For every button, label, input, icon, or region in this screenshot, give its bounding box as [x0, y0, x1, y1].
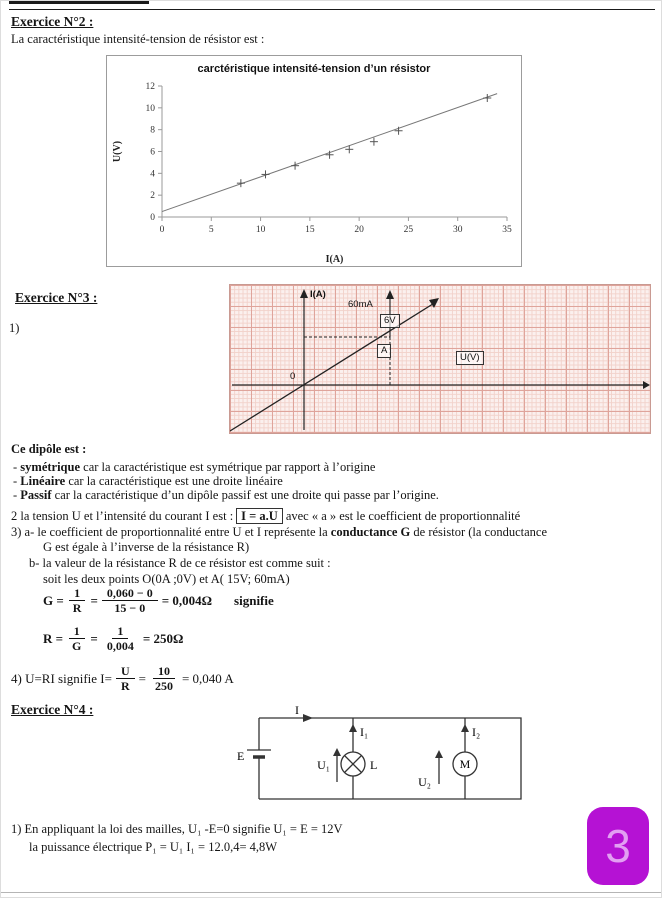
bullet-bold: symétrique — [20, 460, 81, 474]
svg-text:35: 35 — [502, 225, 512, 235]
graph-xlabel: U(V) — [456, 351, 484, 365]
svg-text:5: 5 — [208, 225, 214, 235]
top-thick-rule — [9, 1, 149, 4]
fraction: $\frac{1}{G}$ — [67, 624, 86, 653]
svg-text:10: 10 — [255, 225, 266, 235]
graph-point-a-label: A — [377, 344, 391, 358]
exercise3-q3a-line2: G est égale à l’inverse de la résistance R) — [43, 540, 250, 554]
exercise3-q1: 1) — [9, 321, 20, 335]
svg-text:8: 8 — [150, 125, 155, 136]
current-i2-label: I₂ — [472, 725, 481, 739]
resistance-equation — [43, 624, 183, 653]
svg-text:10: 10 — [145, 103, 155, 114]
eq-r-eq1: = — [90, 630, 98, 646]
graph-origin-label: 0 — [290, 371, 296, 382]
fraction: $\frac{U}{R}$ — [116, 664, 135, 693]
exercise3-title: Exercice N°3 : — [15, 290, 98, 305]
svg-text:6: 6 — [150, 147, 155, 158]
svg-text:0: 0 — [159, 225, 165, 235]
fraction: $\frac{0,060 - 0}{15 - 0}$ — [102, 586, 158, 615]
eq-g-lhs: G = — [43, 592, 64, 608]
graph-paper-figure — [229, 284, 651, 434]
svg-text:12: 12 — [145, 82, 155, 92]
current-i-label: I — [295, 704, 299, 717]
svg-text:25: 25 — [403, 225, 414, 235]
exercise4-answer2: la puissance électrique P₁ = U₁ I₁ = 12.0,4= 4,8W — [29, 840, 278, 854]
exercise4-answer1: 1) En appliquant la loi des mailles, U₁ -E=0 signifie U₁ = E = 12V — [11, 822, 343, 836]
bullet-rest: car la caractéristique est une droite linéaire — [65, 474, 283, 488]
q4-result: = 0,040 A — [181, 670, 234, 686]
current-i2-arrow — [461, 724, 469, 732]
proportionality-formula: I = a.U — [236, 508, 283, 524]
circuit-diagram — [233, 704, 533, 809]
battery-label: E — [237, 749, 245, 763]
current-i-arrow — [303, 714, 313, 722]
svg-text:U(V): U(V) — [112, 140, 123, 163]
dipole-property-passif — [13, 488, 439, 502]
bullet-rest: car la caractéristique d’un dipôle passif est une droite qui passe par l’origine. — [51, 488, 439, 502]
iv-characteristic-chart — [106, 55, 522, 267]
iv-chart-plot — [107, 80, 523, 266]
q3a-pre: 3) a- le coefficient de proportionnalité entre U et I représente la — [11, 525, 331, 539]
voltage-u2-label: U₂ — [418, 775, 431, 789]
exercise3-q3b: b- la valeur de la résistance R de ce résistor est comme suit : — [29, 556, 331, 570]
top-rule — [9, 9, 655, 10]
q4-pre: 4) U=RI signifie I= — [11, 670, 112, 686]
current-arrows — [303, 714, 469, 758]
graph-60ma-label: 60mA — [348, 299, 373, 310]
page-number: 3 — [605, 820, 631, 872]
graph-6v-label: 6V — [380, 314, 400, 328]
fraction: $\frac{1}{0,004}$ — [106, 624, 134, 653]
voltage-u1-arrow — [333, 748, 341, 756]
fraction: $\frac{10}{250}$ — [154, 664, 173, 693]
conductance-equation — [43, 586, 274, 615]
bullet-rest: car la caractéristique est symétrique par rapport à l’origine — [80, 460, 376, 474]
motor-label: M — [459, 757, 471, 771]
dipole-property-symetrique — [13, 460, 375, 474]
graph-paper-lines — [230, 285, 650, 433]
page-number-badge — [587, 807, 649, 885]
eq-g-result: = 0,004Ω — [161, 592, 213, 608]
q3a-bold: conductance G — [330, 525, 411, 539]
exercise2-intro: La caractéristique intensité-tension de résistor est : — [11, 32, 265, 46]
current-i1-label: I₁ — [360, 725, 369, 739]
svg-text:30: 30 — [452, 225, 463, 235]
eq-r-lhs: R = — [43, 630, 64, 646]
svg-text:2: 2 — [150, 191, 155, 202]
voltage-u2-arrow — [435, 750, 443, 758]
eq-g-eq1: = — [90, 592, 98, 608]
exercise3-q2 — [11, 508, 520, 524]
q4-eq: = — [138, 670, 146, 686]
graph-ylabel: I(A) — [310, 289, 326, 300]
chart-title: carctéristique intensité-tension d’un résistor — [197, 63, 431, 75]
dipole-intro: Ce dipôle est : — [11, 442, 87, 456]
voltage-u1-label: U₁ — [317, 758, 330, 772]
svg-text:4: 4 — [150, 169, 155, 180]
bottom-rule — [1, 892, 662, 893]
svg-text:0: 0 — [150, 213, 155, 223]
eq-g-note: signifie — [234, 592, 274, 608]
svg-text:I(A): I(A) — [325, 254, 344, 265]
lamp-label: L — [370, 758, 378, 772]
bullet-dash: - — [13, 460, 21, 474]
dipole-property-lineaire — [13, 474, 283, 488]
exercise3-q3a-line1 — [11, 525, 547, 539]
q2-suffix: avec « a » est le coefficient de proportionnalité — [285, 509, 521, 523]
exercise2-title: Exercice N°2 : — [11, 14, 94, 29]
current-i1-arrow — [349, 724, 357, 732]
fraction: $\frac{1}{R}$ — [68, 586, 87, 615]
exercise3-q4 — [11, 664, 234, 693]
q3a-post: de résistor (la conductance — [410, 525, 548, 539]
bullet-bold: Passif — [20, 488, 52, 502]
svg-text:20: 20 — [354, 225, 364, 235]
exercise4-title: Exercice N°4 : — [11, 702, 94, 717]
q2-prefix: 2 la tension U et l’intensité du courant I est : — [11, 509, 234, 523]
points-line: soit les deux points O(0A ;0V) et A( 15V; 60mA) — [43, 572, 290, 586]
bullet-bold: Linéaire — [20, 474, 66, 488]
bullet-dash: - — [13, 488, 21, 502]
eq-r-result: = 250Ω — [142, 630, 184, 646]
bullet-dash: - — [13, 474, 21, 488]
svg-text:15: 15 — [305, 225, 315, 235]
